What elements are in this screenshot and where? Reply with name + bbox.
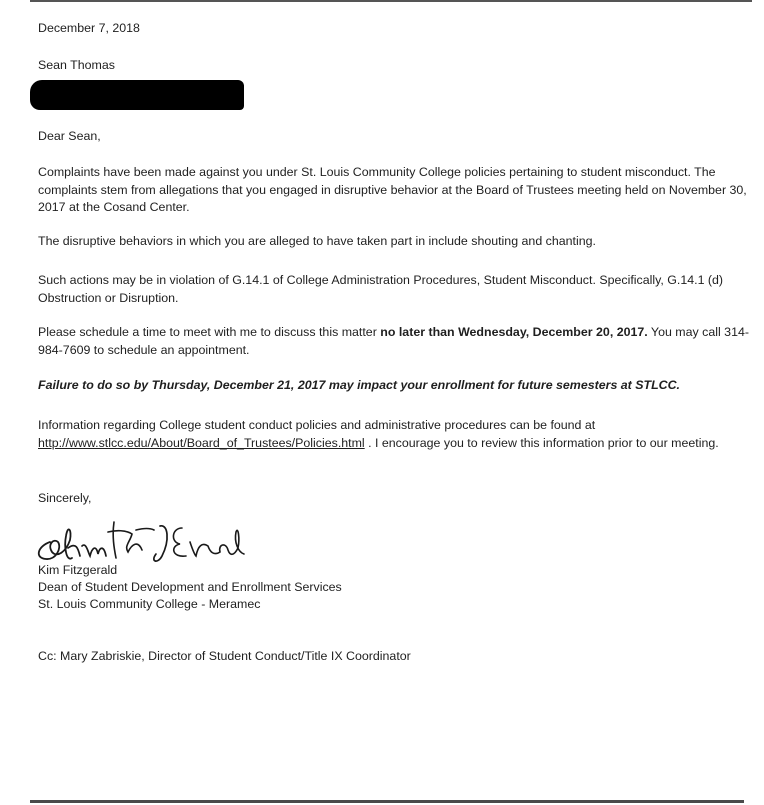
paragraph-complaints: Complaints have been made against you under St. Louis Community College policies pertaining to student misconduct. The complaints stem from allegations that you engaged in disruptive behavior at the Board of Trustees meeting held on November 30, 2017 at the Cosand Center.	[38, 165, 747, 214]
information-text-start: Information regarding College student conduct policies and administrative procedures can be found at	[38, 418, 596, 432]
schedule-deadline: no later than Wednesday, December 20, 2017.	[380, 325, 648, 339]
redacted-address-block	[30, 80, 244, 110]
sender-name: Kim Fitzgerald	[38, 563, 118, 577]
closing: Sincerely,	[38, 491, 92, 505]
salutation: Dear Sean,	[38, 129, 101, 143]
paragraph-behaviors: The disruptive behaviors in which you are alleged to have taken part in include shouting and chanting.	[38, 234, 596, 248]
letter-date: December 7, 2018	[38, 21, 140, 35]
recipient-name: Sean Thomas	[38, 58, 115, 72]
bottom-page-edge	[30, 800, 744, 803]
policies-link[interactable]: http://www.stlcc.edu/About/Board_of_Trustees/Policies.html	[38, 435, 365, 450]
paragraph-information	[38, 417, 754, 452]
information-text-end: . I encourage you to review this information prior to our meeting.	[364, 435, 719, 450]
handwritten-signature	[32, 512, 267, 568]
schedule-text-end: You may call 314-984-7609 to schedule an appointment.	[38, 325, 749, 357]
sender-title: Dean of Student Development and Enrollment Services	[38, 580, 342, 594]
top-page-edge	[30, 0, 752, 2]
sender-college: St. Louis Community College - Meramec	[38, 597, 261, 611]
paragraph-violation: Such actions may be in violation of G.14.1 of College Administration Procedures, Student Misconduct. Specifically, G.14.1 (d) Obstruction or Disruption.	[38, 273, 724, 305]
schedule-text-start: Please schedule a time to meet with me to discuss this matter	[38, 325, 381, 339]
paragraph-schedule	[38, 324, 754, 359]
paragraph-failure-warning: Failure to do so by Thursday, December 21, 2017 may impact your enrollment for future semesters at STLCC.	[38, 378, 680, 392]
carbon-copy-line: Cc: Mary Zabriskie, Director of Student Conduct/Title IX Coordinator	[38, 649, 411, 663]
